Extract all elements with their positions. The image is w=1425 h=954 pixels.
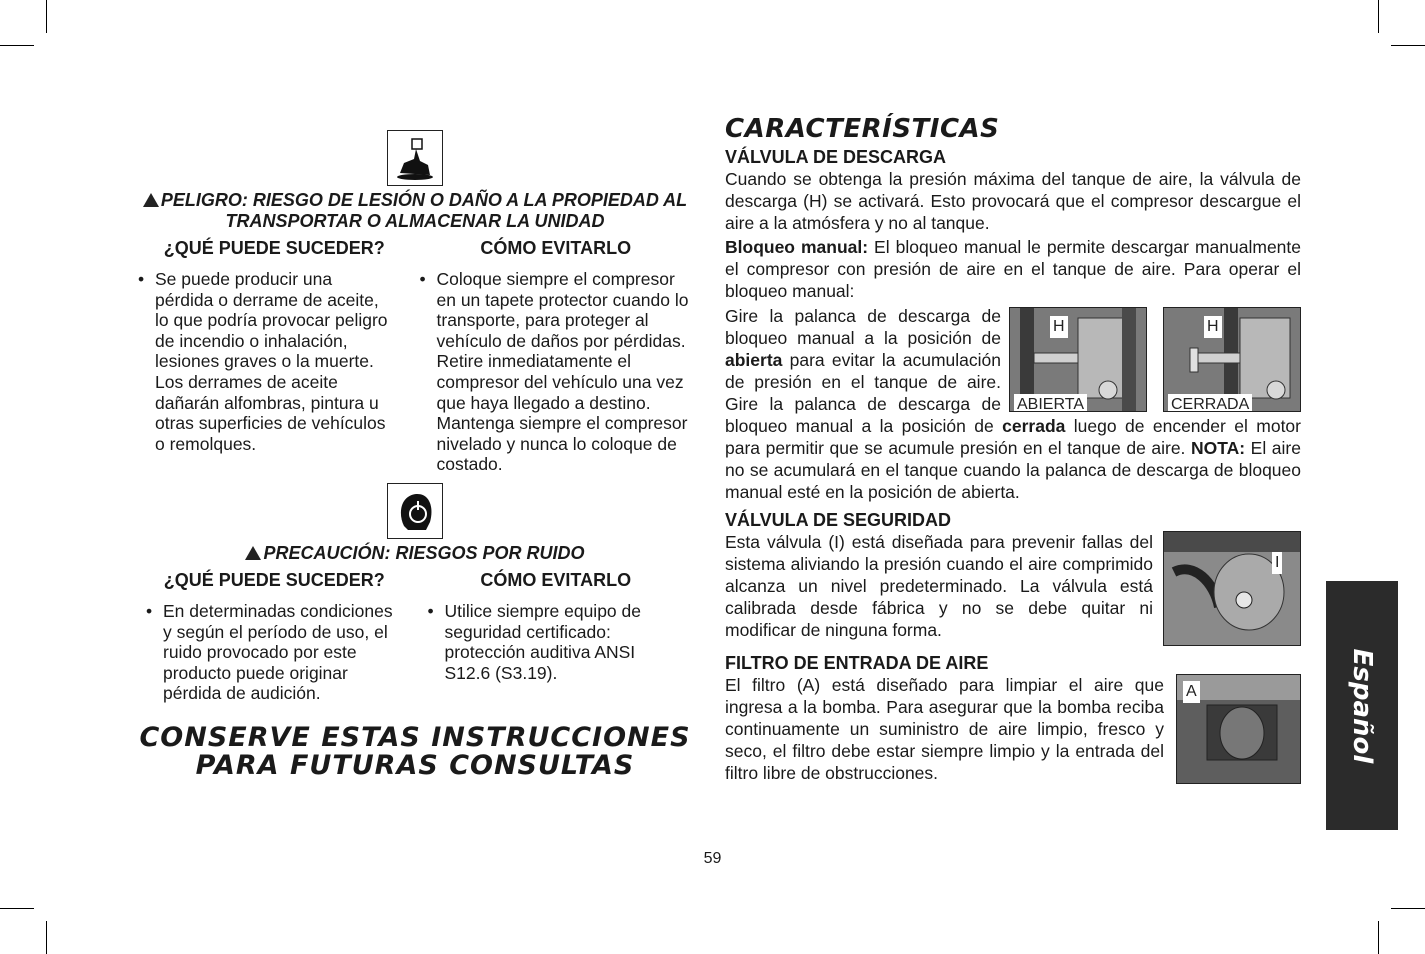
manual-lock-step-text-2: para evitar la acumulación de presión en el tanque de aire. Gire la palanca de descarga de bloqueo manual a la posición de — [725, 350, 1003, 436]
closed-position-term: cerrada — [1002, 416, 1066, 436]
caution-how-heading: CÓMO EVITARLO — [480, 569, 632, 590]
noise-hazard-pictogram — [387, 483, 443, 539]
danger-title-line1: PELIGRO: RIESGO DE LESIÓN O DAÑO A LA PROPIEDAD AL — [160, 190, 688, 210]
figure-open-position — [1009, 307, 1147, 412]
caution-title — [135, 543, 695, 564]
safety-valve-text: Esta válvula (I) está diseñada para prevenir fallas del sistema aliviando la presión cuando el aire comprimido alcanza un nivel predeterminado. La válvula está calibrada desde fábrica y no se debe quitar ni modificar de ninguna forma. — [725, 532, 1153, 640]
features-heading: CARACTERÍSTICAS — [725, 114, 1000, 144]
manual-lock-paragraph — [725, 236, 1301, 302]
air-filter-text: El filtro (A) está diseñado para limpiar el aire que ingresa a la bomba. Para asegurar que la bomba reciba continuamente un suministro de aire limpio, fresco y seco, el filtro debe estar siempre limpio y la entrada del filtro libre de obstrucciones. — [725, 675, 1164, 783]
crop-mark — [1391, 908, 1425, 909]
caution-what-heading: ¿QUÉ PUEDE SUCEDER? — [163, 569, 385, 590]
safety-valve-heading: VÁLVULA DE SEGURIDAD — [725, 510, 952, 530]
safety-valve-figure-label: I — [1272, 552, 1282, 574]
unloader-valve-paragraph: Cuando se obtenga la presión máxima del tanque de aire, la válvula de descarga (H) se activará. Esto provocará que el compresor descargue el aire a la atmósfera y no al tanque. — [725, 169, 1301, 233]
language-tab — [1326, 581, 1398, 830]
danger-how-heading: CÓMO EVITARLO — [480, 238, 632, 258]
keep-instructions-banner — [135, 721, 695, 781]
manual-lock-step-text-3: luego de encender el motor para permitir que se acumule presión en el tanque de aire. — [725, 416, 1301, 458]
hearing-protection-icon — [390, 486, 440, 536]
caution-what-text: • En determinadas condiciones y según el período de uso, el ruido provocado por este producto puede originar pérdida de audición. — [143, 601, 414, 704]
safety-warnings-column — [135, 130, 695, 780]
safety-valve-illustration — [1164, 532, 1300, 645]
features-column — [725, 114, 1301, 784]
crop-mark — [0, 908, 34, 909]
danger-what-column — [135, 238, 414, 475]
transport-hazard-pictogram — [387, 130, 443, 186]
crop-mark — [0, 45, 34, 46]
figure-closed-h-label: H — [1204, 316, 1222, 338]
warning-triangle-icon — [143, 193, 159, 207]
manual-lock-text: El bloqueo manual le permite descargar manualmente el compresor con presión de aire en el tanque de aire. Para operar el bloqueo manual: — [725, 237, 1301, 301]
danger-title-line2: TRANSPORTAR O ALMACENAR LA UNIDAD — [225, 211, 605, 231]
danger-how-text: • Coloque siempre el compresor en un tapete protector cuando lo transporte, para proteger al vehículo de daños por pérdidas. Retire inmediatamente el compresor del vehículo una vez que haya llegado a destino. Mantenga siempre el compresor nivelado y nunca lo coloque de costado. — [417, 269, 696, 475]
caution-how-text: • Utilice siempre equipo de seguridad certificado: protección auditiva ANSI S12.6 (S3.19). — [425, 601, 696, 683]
figure-open-label: ABIERTA — [1014, 394, 1087, 412]
keep-instructions-line2: PARA FUTURAS CONSULTAS — [195, 749, 635, 781]
crop-mark — [1378, 0, 1379, 33]
safety-valve-section — [725, 531, 1301, 646]
unloader-figures — [1009, 307, 1301, 412]
caution-what-column — [135, 570, 414, 704]
danger-table — [135, 238, 695, 475]
safety-valve-figure — [1163, 531, 1301, 646]
air-filter-heading: FILTRO DE ENTRADA DE AIRE — [725, 653, 989, 673]
manual-lock-instructions — [725, 305, 1301, 503]
open-position-term: abierta — [725, 350, 783, 370]
caution-table — [135, 570, 695, 704]
caution-title-text: PRECAUCIÓN: RIESGOS POR RUIDO — [263, 542, 585, 563]
note-text: El aire no se acumulará en el tanque cuando la palanca de descarga de bloqueo manual esté en la posición de abierta. — [725, 438, 1301, 502]
page-number: 59 — [703, 850, 722, 867]
vehicle-spill-icon — [390, 133, 440, 183]
danger-what-heading: ¿QUÉ PUEDE SUCEDER? — [163, 238, 385, 258]
danger-what-text: • Se puede producir una pérdida o derrame de aceite, lo que podría provocar peligro de incendio o inhalación, lesiones graves o la muerte. Los derrames de aceite dañarán alfombras, pintura u otras superficies de vehículos o remolques. — [135, 269, 414, 454]
figure-closed-label: CERRADA — [1168, 394, 1252, 412]
caution-how-column — [417, 570, 696, 704]
figure-open-h-label: H — [1050, 316, 1068, 338]
crop-mark — [46, 0, 47, 33]
air-filter-figure-label: A — [1183, 681, 1200, 703]
danger-how-column — [417, 238, 696, 475]
figure-closed-position — [1163, 307, 1301, 412]
language-tab-label: Español — [1347, 648, 1377, 763]
crop-mark — [46, 921, 47, 954]
danger-title — [135, 190, 695, 232]
manual-lock-step-text-1: Gire la palanca de descarga de bloqueo manual a la posición de — [725, 306, 1001, 348]
air-filter-figure — [1176, 674, 1301, 784]
warning-triangle-icon — [245, 546, 261, 560]
unloader-valve-heading: VÁLVULA DE DESCARGA — [725, 147, 947, 167]
manual-lock-label: Bloqueo manual: — [725, 237, 869, 257]
crop-mark — [1391, 45, 1425, 46]
keep-instructions-line1: CONSERVE ESTAS INSTRUCCIONES — [139, 721, 691, 753]
crop-mark — [1378, 921, 1379, 954]
note-label: NOTA: — [1191, 438, 1246, 458]
air-filter-section — [725, 674, 1301, 784]
